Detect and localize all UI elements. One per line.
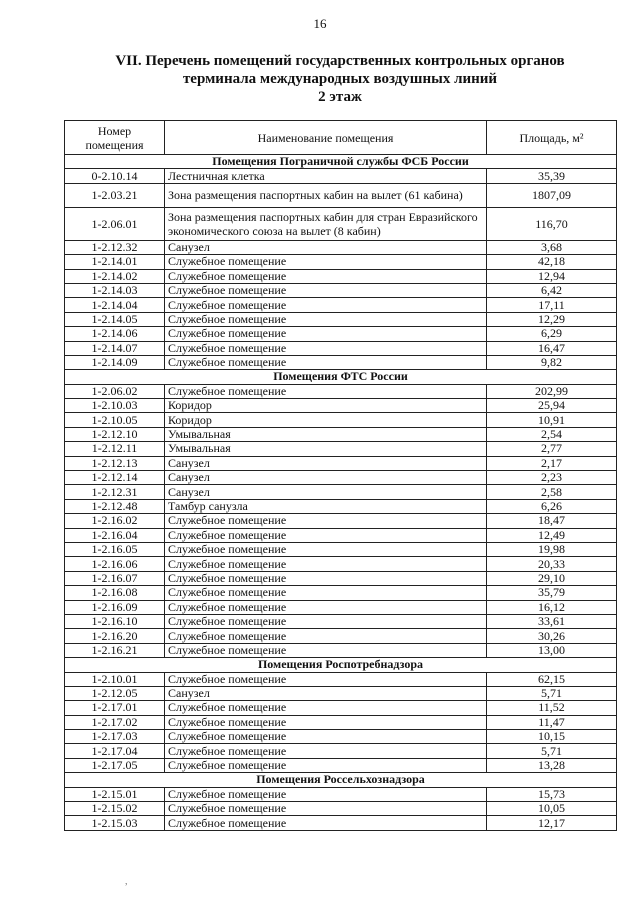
room-number-cell: 1-2.14.04 (65, 298, 165, 312)
room-number-cell: 1-2.14.01 (65, 255, 165, 269)
header-room-name: Наименование помещения (165, 121, 487, 155)
section-header-row (65, 658, 617, 672)
room-number-cell: 1-2.12.05 (65, 686, 165, 700)
table-row (65, 758, 617, 772)
table-row (65, 542, 617, 556)
area-cell: 12,29 (487, 312, 617, 326)
room-name-cell: Служебное помещение (165, 629, 487, 643)
room-number-cell: 1-2.16.21 (65, 643, 165, 657)
table-row (65, 456, 617, 470)
room-name-cell: Служебное помещение (165, 528, 487, 542)
area-cell: 20,33 (487, 557, 617, 571)
table-row (65, 183, 617, 207)
table-row (65, 514, 617, 528)
table-row (65, 341, 617, 355)
room-number-cell: 1-2.17.05 (65, 758, 165, 772)
area-cell: 10,05 (487, 802, 617, 816)
room-number-cell: 1-2.14.06 (65, 327, 165, 341)
room-number-cell: 1-2.16.10 (65, 614, 165, 628)
table-row (65, 701, 617, 715)
room-name-cell: Служебное помещение (165, 298, 487, 312)
area-cell: 12,17 (487, 816, 617, 830)
room-number-cell: 1-2.17.01 (65, 701, 165, 715)
area-cell: 18,47 (487, 514, 617, 528)
table-row (65, 413, 617, 427)
room-name-cell: Санузел (165, 240, 487, 254)
room-name-cell: Служебное помещение (165, 802, 487, 816)
area-cell: 35,79 (487, 586, 617, 600)
table-row (65, 629, 617, 643)
table-row (65, 327, 617, 341)
area-cell: 2,58 (487, 485, 617, 499)
rooms-table (64, 120, 617, 831)
section-title: Помещения ФТС России (65, 370, 617, 384)
area-cell: 2,23 (487, 471, 617, 485)
room-name-cell: Служебное помещение (165, 514, 487, 528)
room-name-cell: Коридор (165, 399, 487, 413)
table-row (65, 442, 617, 456)
area-cell: 202,99 (487, 384, 617, 398)
room-name-cell: Умывальная (165, 442, 487, 456)
room-number-cell: 1-2.14.07 (65, 341, 165, 355)
area-cell: 16,12 (487, 600, 617, 614)
room-name-cell: Служебное помещение (165, 744, 487, 758)
room-name-cell: Служебное помещение (165, 384, 487, 398)
table-row (65, 686, 617, 700)
room-number-cell: 1-2.10.03 (65, 399, 165, 413)
area-cell: 5,71 (487, 686, 617, 700)
room-name-cell: Служебное помещение (165, 542, 487, 556)
header-area: Площадь, м² (487, 121, 617, 155)
table-row (65, 643, 617, 657)
table-row (65, 207, 617, 240)
room-number-cell: 0-2.10.14 (65, 169, 165, 183)
area-cell: 6,29 (487, 327, 617, 341)
room-name-cell: Служебное помещение (165, 571, 487, 585)
room-number-cell: 1-2.10.05 (65, 413, 165, 427)
room-number-cell: 1-2.14.02 (65, 269, 165, 283)
area-cell: 11,52 (487, 701, 617, 715)
table-row (65, 787, 617, 801)
area-cell: 12,49 (487, 528, 617, 542)
section-header-row (65, 155, 617, 169)
room-name-cell: Служебное помещение (165, 355, 487, 369)
room-name-cell: Служебное помещение (165, 341, 487, 355)
area-cell: 35,39 (487, 169, 617, 183)
room-number-cell: 1-2.16.04 (65, 528, 165, 542)
table-row (65, 802, 617, 816)
room-name-cell: Служебное помещение (165, 327, 487, 341)
table-row (65, 169, 617, 183)
room-name-cell: Служебное помещение (165, 758, 487, 772)
room-number-cell: 1-2.17.02 (65, 715, 165, 729)
area-cell: 13,28 (487, 758, 617, 772)
table-row (65, 499, 617, 513)
room-number-cell: 1-2.14.03 (65, 283, 165, 297)
area-cell: 6,26 (487, 499, 617, 513)
table-row (65, 384, 617, 398)
table-row (65, 614, 617, 628)
table-row (65, 471, 617, 485)
area-cell: 12,94 (487, 269, 617, 283)
room-number-cell: 1-2.16.08 (65, 586, 165, 600)
room-name-cell: Санузел (165, 456, 487, 470)
room-number-cell: 1-2.03.21 (65, 183, 165, 207)
room-name-cell: Служебное помещение (165, 312, 487, 326)
room-name-cell: Служебное помещение (165, 730, 487, 744)
area-cell: 116,70 (487, 207, 617, 240)
room-number-cell: 1-2.15.02 (65, 802, 165, 816)
room-number-cell: 1-2.10.01 (65, 672, 165, 686)
room-name-cell: Служебное помещение (165, 557, 487, 571)
page-number: 16 (313, 16, 327, 31)
area-cell: 10,91 (487, 413, 617, 427)
table-row (65, 240, 617, 254)
room-number-cell: 1-2.16.20 (65, 629, 165, 643)
area-cell: 25,94 (487, 399, 617, 413)
area-cell: 62,15 (487, 672, 617, 686)
area-cell: 10,15 (487, 730, 617, 744)
table-row (65, 355, 617, 369)
section-header-row (65, 370, 617, 384)
room-name-cell: Служебное помещение (165, 283, 487, 297)
room-name-cell: Умывальная (165, 427, 487, 441)
area-cell: 2,17 (487, 456, 617, 470)
room-name-cell: Служебное помещение (165, 701, 487, 715)
area-cell: 16,47 (487, 341, 617, 355)
room-number-cell: 1-2.06.02 (65, 384, 165, 398)
room-number-cell: 1-2.12.32 (65, 240, 165, 254)
area-cell: 19,98 (487, 542, 617, 556)
room-number-cell: 1-2.17.03 (65, 730, 165, 744)
area-cell: 29,10 (487, 571, 617, 585)
rooms-table-body (65, 155, 617, 831)
room-name-cell: Служебное помещение (165, 255, 487, 269)
area-cell: 2,77 (487, 442, 617, 456)
room-name-cell: Зона размещения паспортных кабин для стран Евразийского экономического союза на вылет (8 кабин) (165, 207, 487, 240)
scan-mark: , (125, 876, 128, 887)
table-row (65, 528, 617, 542)
room-number-cell: 1-2.16.05 (65, 542, 165, 556)
table-row (65, 255, 617, 269)
area-cell: 33,61 (487, 614, 617, 628)
area-cell: 1807,09 (487, 183, 617, 207)
room-number-cell: 1-2.15.03 (65, 816, 165, 830)
room-number-cell: 1-2.12.13 (65, 456, 165, 470)
table-row (65, 557, 617, 571)
area-cell: 30,26 (487, 629, 617, 643)
room-name-cell: Зона размещения паспортных кабин на вылет (61 кабина) (165, 183, 487, 207)
table-row (65, 485, 617, 499)
table-row (65, 312, 617, 326)
room-number-cell: 1-2.14.05 (65, 312, 165, 326)
area-cell: 5,71 (487, 744, 617, 758)
room-number-cell: 1-2.16.07 (65, 571, 165, 585)
header-room-number: Номер помещения (65, 121, 165, 155)
area-cell: 2,54 (487, 427, 617, 441)
room-name-cell: Служебное помещение (165, 586, 487, 600)
room-name-cell: Служебное помещение (165, 600, 487, 614)
table-row (65, 816, 617, 830)
table-row (65, 744, 617, 758)
area-cell: 3,68 (487, 240, 617, 254)
table-row (65, 715, 617, 729)
room-number-cell: 1-2.16.02 (65, 514, 165, 528)
area-cell: 15,73 (487, 787, 617, 801)
area-cell: 6,42 (487, 283, 617, 297)
room-number-cell: 1-2.12.14 (65, 471, 165, 485)
room-name-cell: Санузел (165, 471, 487, 485)
title-line-2: терминала международных воздушных линий (182, 71, 498, 87)
section-title: Помещения Россельхознадзора (65, 773, 617, 787)
room-number-cell: 1-2.16.09 (65, 600, 165, 614)
room-number-cell: 1-2.12.31 (65, 485, 165, 499)
table-row (65, 672, 617, 686)
room-number-cell: 1-2.15.01 (65, 787, 165, 801)
table-row (65, 600, 617, 614)
room-number-cell: 1-2.16.06 (65, 557, 165, 571)
room-name-cell: Служебное помещение (165, 643, 487, 657)
table-header-row (65, 121, 617, 155)
room-name-cell: Служебное помещение (165, 672, 487, 686)
room-name-cell: Санузел (165, 485, 487, 499)
room-name-cell: Тамбур санузла (165, 499, 487, 513)
room-name-cell: Служебное помещение (165, 614, 487, 628)
table-row (65, 283, 617, 297)
room-number-cell: 1-2.14.09 (65, 355, 165, 369)
area-cell: 42,18 (487, 255, 617, 269)
room-name-cell: Лестничная клетка (165, 169, 487, 183)
area-cell: 9,82 (487, 355, 617, 369)
table-row (65, 427, 617, 441)
section-title: Помещения Пограничной службы ФСБ России (65, 155, 617, 169)
room-number-cell: 1-2.06.01 (65, 207, 165, 240)
room-number-cell: 1-2.12.48 (65, 499, 165, 513)
table-row (65, 586, 617, 600)
table-row (65, 399, 617, 413)
room-name-cell: Служебное помещение (165, 715, 487, 729)
table-row (65, 571, 617, 585)
room-name-cell: Служебное помещение (165, 816, 487, 830)
section-title: Помещения Роспотребнадзора (65, 658, 617, 672)
room-number-cell: 1-2.17.04 (65, 744, 165, 758)
table-row (65, 269, 617, 283)
section-header-row (65, 773, 617, 787)
area-cell: 13,00 (487, 643, 617, 657)
area-cell: 17,11 (487, 298, 617, 312)
room-name-cell: Коридор (165, 413, 487, 427)
table-row (65, 730, 617, 744)
room-name-cell: Служебное помещение (165, 787, 487, 801)
area-cell: 11,47 (487, 715, 617, 729)
title-line-3: 2 этаж (318, 89, 362, 105)
room-name-cell: Санузел (165, 686, 487, 700)
document-title (60, 52, 620, 106)
room-number-cell: 1-2.12.11 (65, 442, 165, 456)
room-name-cell: Служебное помещение (165, 269, 487, 283)
table-row (65, 298, 617, 312)
title-line-1: VII. Перечень помещений государственных контрольных органов (115, 53, 565, 69)
room-number-cell: 1-2.12.10 (65, 427, 165, 441)
